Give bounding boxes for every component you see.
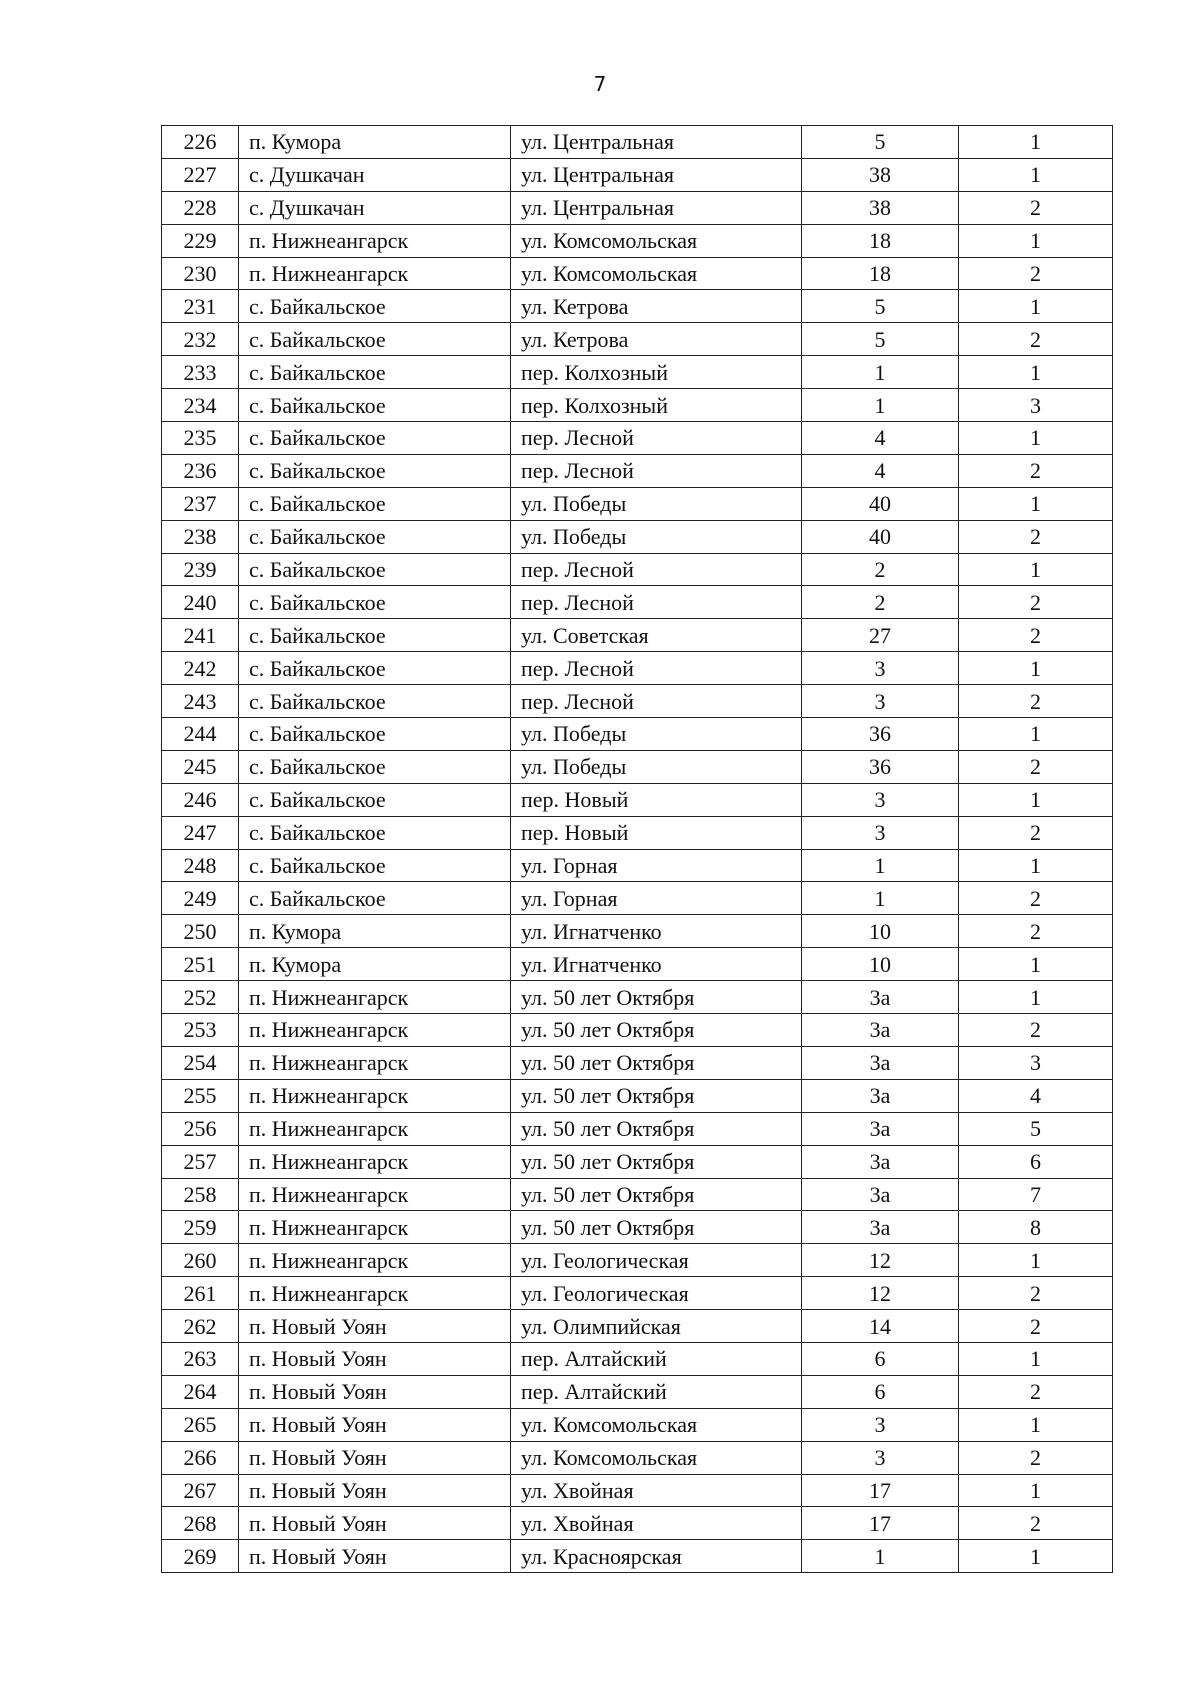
table-row: [162, 487, 1113, 520]
table-row: [162, 750, 1113, 783]
apartment-number-cell: 1: [959, 783, 1113, 816]
settlement-cell: с. Байкальское: [239, 619, 511, 652]
settlement-cell: с. Байкальское: [239, 882, 511, 915]
table-row: [162, 454, 1113, 487]
apartment-number-cell: 1: [959, 1408, 1113, 1441]
street-cell: ул. Игнатченко: [511, 915, 802, 948]
settlement-cell: п. Нижнеангарск: [239, 257, 511, 290]
house-number-cell: 2: [802, 553, 959, 586]
apartment-number-cell: 2: [959, 1375, 1113, 1408]
apartment-number-cell: 2: [959, 257, 1113, 290]
settlement-cell: с. Байкальское: [239, 750, 511, 783]
house-number-cell: 1: [802, 849, 959, 882]
apartment-number-cell: 2: [959, 750, 1113, 783]
street-cell: ул. 50 лет Октября: [511, 1079, 802, 1112]
settlement-cell: с. Байкальское: [239, 849, 511, 882]
street-cell: ул. 50 лет Октября: [511, 1112, 802, 1145]
house-number-cell: 3а: [802, 1046, 959, 1079]
row-number-cell: 237: [162, 487, 239, 520]
row-number-cell: 253: [162, 1014, 239, 1047]
table-row: [162, 783, 1113, 816]
apartment-number-cell: 7: [959, 1178, 1113, 1211]
settlement-cell: с. Байкальское: [239, 718, 511, 751]
house-number-cell: 40: [802, 520, 959, 553]
settlement-cell: п. Новый Уоян: [239, 1540, 511, 1573]
settlement-cell: с. Байкальское: [239, 685, 511, 718]
street-cell: ул. Центральная: [511, 191, 802, 224]
row-number-cell: 255: [162, 1079, 239, 1112]
apartment-number-cell: 2: [959, 816, 1113, 849]
settlement-cell: с. Байкальское: [239, 389, 511, 422]
house-number-cell: 18: [802, 224, 959, 257]
apartment-number-cell: 2: [959, 1441, 1113, 1474]
row-number-cell: 234: [162, 389, 239, 422]
house-number-cell: 3а: [802, 1145, 959, 1178]
apartment-number-cell: 5: [959, 1112, 1113, 1145]
table-row: [162, 553, 1113, 586]
table-row: [162, 981, 1113, 1014]
settlement-cell: п. Нижнеангарск: [239, 1112, 511, 1145]
row-number-cell: 227: [162, 158, 239, 191]
apartment-number-cell: 1: [959, 158, 1113, 191]
settlement-cell: п. Нижнеангарск: [239, 981, 511, 1014]
row-number-cell: 245: [162, 750, 239, 783]
apartment-number-cell: 8: [959, 1211, 1113, 1244]
apartment-number-cell: 1: [959, 553, 1113, 586]
row-number-cell: 235: [162, 422, 239, 455]
row-number-cell: 252: [162, 981, 239, 1014]
house-number-cell: 5: [802, 290, 959, 323]
apartment-number-cell: 1: [959, 718, 1113, 751]
row-number-cell: 243: [162, 685, 239, 718]
settlement-cell: п. Нижнеангарск: [239, 1178, 511, 1211]
house-number-cell: 10: [802, 915, 959, 948]
row-number-cell: 262: [162, 1310, 239, 1343]
street-cell: ул. Геологическая: [511, 1244, 802, 1277]
table-row: [162, 816, 1113, 849]
row-number-cell: 266: [162, 1441, 239, 1474]
house-number-cell: 3а: [802, 1014, 959, 1047]
apartment-number-cell: 4: [959, 1079, 1113, 1112]
apartment-number-cell: 1: [959, 652, 1113, 685]
settlement-cell: с. Байкальское: [239, 422, 511, 455]
apartment-number-cell: 1: [959, 356, 1113, 389]
house-number-cell: 3: [802, 783, 959, 816]
street-cell: ул. 50 лет Октября: [511, 1145, 802, 1178]
apartment-number-cell: 1: [959, 1474, 1113, 1507]
street-cell: ул. 50 лет Октября: [511, 1211, 802, 1244]
house-number-cell: 2: [802, 586, 959, 619]
street-cell: пер. Лесной: [511, 586, 802, 619]
row-number-cell: 263: [162, 1342, 239, 1375]
settlement-cell: п. Новый Уоян: [239, 1441, 511, 1474]
apartment-number-cell: 2: [959, 882, 1113, 915]
house-number-cell: 3а: [802, 1211, 959, 1244]
house-number-cell: 14: [802, 1310, 959, 1343]
street-cell: ул. 50 лет Октября: [511, 1014, 802, 1047]
row-number-cell: 242: [162, 652, 239, 685]
table-row: [162, 356, 1113, 389]
street-cell: ул. 50 лет Октября: [511, 1178, 802, 1211]
settlement-cell: с. Байкальское: [239, 816, 511, 849]
street-cell: ул. Советская: [511, 619, 802, 652]
table-row: [162, 1178, 1113, 1211]
row-number-cell: 238: [162, 520, 239, 553]
table-row: [162, 158, 1113, 191]
settlement-cell: с. Байкальское: [239, 783, 511, 816]
house-number-cell: 27: [802, 619, 959, 652]
address-table: [161, 125, 1113, 1573]
apartment-number-cell: 2: [959, 1014, 1113, 1047]
settlement-cell: п. Нижнеангарск: [239, 1145, 511, 1178]
settlement-cell: с. Байкальское: [239, 323, 511, 356]
house-number-cell: 6: [802, 1375, 959, 1408]
table-row: [162, 718, 1113, 751]
house-number-cell: 6: [802, 1342, 959, 1375]
street-cell: пер. Лесной: [511, 652, 802, 685]
settlement-cell: п. Нижнеангарск: [239, 1211, 511, 1244]
row-number-cell: 229: [162, 224, 239, 257]
settlement-cell: с. Байкальское: [239, 520, 511, 553]
street-cell: ул. Центральная: [511, 158, 802, 191]
table-row: [162, 1507, 1113, 1540]
settlement-cell: с. Байкальское: [239, 290, 511, 323]
table-row: [162, 1014, 1113, 1047]
table-row: [162, 849, 1113, 882]
settlement-cell: с. Байкальское: [239, 356, 511, 389]
apartment-number-cell: 1: [959, 849, 1113, 882]
row-number-cell: 261: [162, 1277, 239, 1310]
table-row: [162, 422, 1113, 455]
settlement-cell: п. Нижнеангарск: [239, 1277, 511, 1310]
row-number-cell: 267: [162, 1474, 239, 1507]
table-row: [162, 1474, 1113, 1507]
apartment-number-cell: 1: [959, 487, 1113, 520]
settlement-cell: с. Байкальское: [239, 553, 511, 586]
settlement-cell: п. Кумора: [239, 126, 511, 159]
row-number-cell: 228: [162, 191, 239, 224]
house-number-cell: 3: [802, 1408, 959, 1441]
table-row: [162, 1079, 1113, 1112]
settlement-cell: п. Новый Уоян: [239, 1474, 511, 1507]
table-row: [162, 1277, 1113, 1310]
street-cell: ул. 50 лет Октября: [511, 981, 802, 1014]
settlement-cell: п. Новый Уоян: [239, 1342, 511, 1375]
street-cell: ул. Центральная: [511, 126, 802, 159]
row-number-cell: 244: [162, 718, 239, 751]
house-number-cell: 3а: [802, 1079, 959, 1112]
table-row: [162, 685, 1113, 718]
table-row: [162, 323, 1113, 356]
house-number-cell: 10: [802, 948, 959, 981]
street-cell: пер. Алтайский: [511, 1375, 802, 1408]
row-number-cell: 268: [162, 1507, 239, 1540]
row-number-cell: 258: [162, 1178, 239, 1211]
street-cell: ул. Комсомольская: [511, 1408, 802, 1441]
house-number-cell: 12: [802, 1277, 959, 1310]
row-number-cell: 251: [162, 948, 239, 981]
table-row: [162, 882, 1113, 915]
street-cell: ул. Хвойная: [511, 1474, 802, 1507]
row-number-cell: 264: [162, 1375, 239, 1408]
apartment-number-cell: 2: [959, 454, 1113, 487]
table-row: [162, 915, 1113, 948]
street-cell: пер. Лесной: [511, 422, 802, 455]
house-number-cell: 4: [802, 422, 959, 455]
settlement-cell: п. Нижнеангарск: [239, 1014, 511, 1047]
house-number-cell: 5: [802, 126, 959, 159]
settlement-cell: п. Новый Уоян: [239, 1375, 511, 1408]
page-number: 7: [593, 72, 607, 96]
apartment-number-cell: 2: [959, 1310, 1113, 1343]
apartment-number-cell: 1: [959, 981, 1113, 1014]
house-number-cell: 17: [802, 1474, 959, 1507]
apartment-number-cell: 2: [959, 323, 1113, 356]
row-number-cell: 259: [162, 1211, 239, 1244]
settlement-cell: п. Нижнеангарск: [239, 1244, 511, 1277]
street-cell: ул. Кетрова: [511, 323, 802, 356]
table-row: [162, 1408, 1113, 1441]
table-row: [162, 586, 1113, 619]
street-cell: ул. Кетрова: [511, 290, 802, 323]
apartment-number-cell: 2: [959, 191, 1113, 224]
settlement-cell: п. Кумора: [239, 915, 511, 948]
table-row: [162, 1375, 1113, 1408]
house-number-cell: 5: [802, 323, 959, 356]
row-number-cell: 260: [162, 1244, 239, 1277]
settlement-cell: п. Нижнеангарск: [239, 1046, 511, 1079]
row-number-cell: 233: [162, 356, 239, 389]
street-cell: ул. Красноярская: [511, 1540, 802, 1573]
settlement-cell: п. Новый Уоян: [239, 1310, 511, 1343]
apartment-number-cell: 2: [959, 915, 1113, 948]
house-number-cell: 3: [802, 1441, 959, 1474]
apartment-number-cell: 3: [959, 1046, 1113, 1079]
row-number-cell: 248: [162, 849, 239, 882]
street-cell: пер. Лесной: [511, 685, 802, 718]
row-number-cell: 241: [162, 619, 239, 652]
table-row: [162, 257, 1113, 290]
apartment-number-cell: 2: [959, 1507, 1113, 1540]
house-number-cell: 4: [802, 454, 959, 487]
house-number-cell: 17: [802, 1507, 959, 1540]
street-cell: пер. Лесной: [511, 553, 802, 586]
apartment-number-cell: 6: [959, 1145, 1113, 1178]
apartment-number-cell: 1: [959, 1244, 1113, 1277]
street-cell: пер. Новый: [511, 816, 802, 849]
table-row: [162, 191, 1113, 224]
apartment-number-cell: 1: [959, 126, 1113, 159]
street-cell: ул. Горная: [511, 849, 802, 882]
house-number-cell: 12: [802, 1244, 959, 1277]
street-cell: ул. Хвойная: [511, 1507, 802, 1540]
street-cell: ул. Горная: [511, 882, 802, 915]
row-number-cell: 226: [162, 126, 239, 159]
table-row: [162, 290, 1113, 323]
apartment-number-cell: 1: [959, 422, 1113, 455]
table-row: [162, 389, 1113, 422]
row-number-cell: 254: [162, 1046, 239, 1079]
street-cell: ул. Победы: [511, 520, 802, 553]
table-row: [162, 1112, 1113, 1145]
street-cell: пер. Колхозный: [511, 356, 802, 389]
settlement-cell: с. Байкальское: [239, 487, 511, 520]
house-number-cell: 1: [802, 389, 959, 422]
apartment-number-cell: 1: [959, 224, 1113, 257]
apartment-number-cell: 1: [959, 1540, 1113, 1573]
street-cell: ул. Победы: [511, 750, 802, 783]
row-number-cell: 230: [162, 257, 239, 290]
settlement-cell: п. Новый Уоян: [239, 1507, 511, 1540]
settlement-cell: п. Нижнеангарск: [239, 1079, 511, 1112]
street-cell: ул. Комсомольская: [511, 257, 802, 290]
row-number-cell: 257: [162, 1145, 239, 1178]
row-number-cell: 250: [162, 915, 239, 948]
house-number-cell: 3: [802, 685, 959, 718]
house-number-cell: 3: [802, 816, 959, 849]
settlement-cell: п. Кумора: [239, 948, 511, 981]
house-number-cell: 1: [802, 356, 959, 389]
house-number-cell: 1: [802, 1540, 959, 1573]
row-number-cell: 249: [162, 882, 239, 915]
row-number-cell: 269: [162, 1540, 239, 1573]
settlement-cell: с. Байкальское: [239, 454, 511, 487]
table-row: [162, 1310, 1113, 1343]
table-row: [162, 1342, 1113, 1375]
house-number-cell: 36: [802, 750, 959, 783]
settlement-cell: с. Байкальское: [239, 652, 511, 685]
street-cell: пер. Колхозный: [511, 389, 802, 422]
table-row: [162, 948, 1113, 981]
table-row: [162, 1145, 1113, 1178]
table-row: [162, 1046, 1113, 1079]
house-number-cell: 3а: [802, 1112, 959, 1145]
table-row: [162, 1540, 1113, 1573]
table-row: [162, 1244, 1113, 1277]
house-number-cell: 3а: [802, 1178, 959, 1211]
street-cell: пер. Лесной: [511, 454, 802, 487]
street-cell: ул. Олимпийская: [511, 1310, 802, 1343]
row-number-cell: 231: [162, 290, 239, 323]
house-number-cell: 38: [802, 191, 959, 224]
row-number-cell: 247: [162, 816, 239, 849]
street-cell: ул. Комсомольская: [511, 224, 802, 257]
street-cell: ул. Победы: [511, 487, 802, 520]
row-number-cell: 256: [162, 1112, 239, 1145]
row-number-cell: 232: [162, 323, 239, 356]
house-number-cell: 38: [802, 158, 959, 191]
row-number-cell: 265: [162, 1408, 239, 1441]
apartment-number-cell: 1: [959, 948, 1113, 981]
house-number-cell: 3а: [802, 981, 959, 1014]
row-number-cell: 239: [162, 553, 239, 586]
apartment-number-cell: 2: [959, 520, 1113, 553]
street-cell: ул. Геологическая: [511, 1277, 802, 1310]
settlement-cell: п. Нижнеангарск: [239, 224, 511, 257]
house-number-cell: 40: [802, 487, 959, 520]
house-number-cell: 18: [802, 257, 959, 290]
apartment-number-cell: 2: [959, 1277, 1113, 1310]
apartment-number-cell: 1: [959, 290, 1113, 323]
settlement-cell: с. Душкачан: [239, 158, 511, 191]
apartment-number-cell: 3: [959, 389, 1113, 422]
table-row: [162, 126, 1113, 159]
table-body: [162, 126, 1113, 1573]
table-row: [162, 224, 1113, 257]
row-number-cell: 246: [162, 783, 239, 816]
street-cell: ул. Игнатченко: [511, 948, 802, 981]
row-number-cell: 236: [162, 454, 239, 487]
table-row: [162, 1211, 1113, 1244]
row-number-cell: 240: [162, 586, 239, 619]
street-cell: ул. 50 лет Октября: [511, 1046, 802, 1079]
apartment-number-cell: 2: [959, 619, 1113, 652]
table-row: [162, 1441, 1113, 1474]
table-row: [162, 652, 1113, 685]
street-cell: пер. Новый: [511, 783, 802, 816]
apartment-number-cell: 1: [959, 1342, 1113, 1375]
street-cell: ул. Победы: [511, 718, 802, 751]
apartment-number-cell: 2: [959, 685, 1113, 718]
settlement-cell: п. Новый Уоян: [239, 1408, 511, 1441]
table-row: [162, 619, 1113, 652]
house-number-cell: 3: [802, 652, 959, 685]
settlement-cell: с. Душкачан: [239, 191, 511, 224]
settlement-cell: с. Байкальское: [239, 586, 511, 619]
house-number-cell: 1: [802, 882, 959, 915]
street-cell: ул. Комсомольская: [511, 1441, 802, 1474]
house-number-cell: 36: [802, 718, 959, 751]
table-row: [162, 520, 1113, 553]
street-cell: пер. Алтайский: [511, 1342, 802, 1375]
apartment-number-cell: 2: [959, 586, 1113, 619]
